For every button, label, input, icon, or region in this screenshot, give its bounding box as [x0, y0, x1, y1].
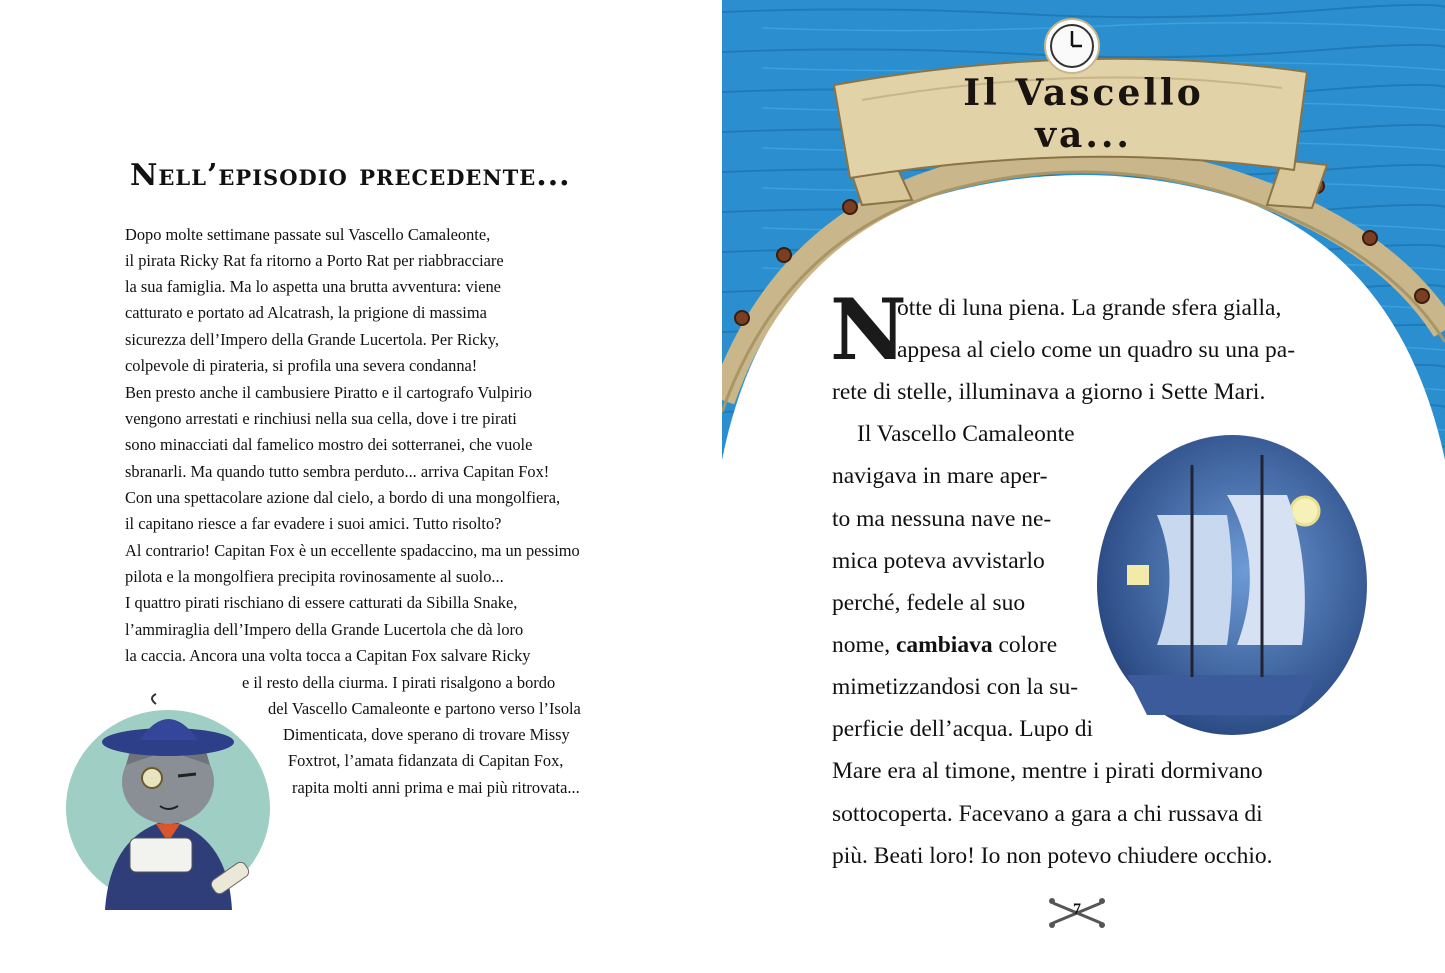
story-line: perficie dell’acqua. Lupo di [832, 716, 1093, 742]
story-line: otte di luna piena. La grande sfera gialla, [897, 295, 1282, 321]
summary-line: il pirata Ricky Rat fa ritorno a Porto Rat per riabbracciare [125, 251, 504, 270]
story-line: mica poteva avvistarlo [832, 548, 1045, 574]
summary-line: colpevole di pirateria, si profila una severa condanna! [125, 356, 478, 375]
summary-line: sicurezza dell’Impero della Grande Lucertola. Per Ricky, [125, 330, 499, 349]
right-page [722, 0, 1445, 973]
summary-line: l’ammiraglia dell’Impero della Grande Lucertola che dà loro [125, 620, 524, 639]
drop-cap: N [830, 280, 907, 379]
story-line: appesa al cielo come un quadro su una pa- [897, 337, 1296, 363]
story-line: perché, fedele al suo [832, 590, 1026, 616]
summary-line: I quattro pirati rischiano di essere catturati da Sibilla Snake, [125, 593, 518, 612]
summary-line: Foxtrot, l’amata fidanzata di Capitan Fox, [288, 751, 564, 770]
summary-line: rapita molti anni prima e mai più ritrovata... [292, 778, 580, 797]
summary-line: Con una spettacolare azione dal cielo, a bordo di una mongolfiera, [125, 488, 561, 507]
summary-line: la caccia. Ancora una volta tocca a Capitan Fox salvare Ricky [125, 646, 531, 665]
episode-title: Nell’episodio precedente... [130, 158, 571, 193]
left-page [0, 0, 722, 973]
story-text: colore [992, 632, 1058, 658]
story-line: sottocoperta. Facevano a gara a chi russava di [832, 801, 1263, 827]
story-line: Il Vascello Camaleonte [857, 421, 1075, 447]
story-line: navigava in mare aper- [832, 463, 1048, 489]
page-number-text: 7 [1073, 901, 1081, 918]
summary-line: la sua famiglia. Ma lo aspetta una brutta avventura: viene [125, 277, 501, 296]
page-number [1047, 895, 1107, 931]
story-bold-word: cambiava [895, 632, 993, 658]
summary-line: il capitano riesce a far evadere i suoi amici. Tutto risolto? [125, 514, 502, 533]
summary-line: sono minacciati dal famelico mostro dei sotterranei, che vuole [125, 435, 533, 454]
cat-pirate-illustration [60, 670, 275, 915]
summary-line: sbranarli. Ma quando tutto sembra perduto... arriva Capitan Fox! [125, 462, 550, 481]
story-line: mimetizzandosi con la su- [832, 674, 1079, 700]
story-line: to ma nessuna nave ne- [832, 506, 1052, 532]
story-line [832, 631, 1057, 659]
clock-icon [1044, 18, 1100, 74]
summary-line: Dimenticata, dove sperano di trovare Missy [283, 725, 570, 744]
summary-line: e il resto della ciurma. I pirati risalgono a bordo [242, 673, 556, 692]
chapter-title-line1: Il Vascello [963, 72, 1204, 114]
chapter-title-line2: va... [1035, 114, 1132, 156]
story-line: Mare era al timone, mentre i pirati dormivano [832, 758, 1263, 784]
summary-line: vengono arrestati e rinchiusi nella sua cella, dove i tre pirati [125, 409, 517, 428]
story-text: nome, [832, 632, 896, 658]
summary-line: del Vascello Camaleonte e partono verso l’Isola [268, 699, 581, 718]
summary-line: pilota e la mongolfiera precipita rovinosamente al suolo... [125, 567, 504, 586]
story-line: più. Beati loro! Io non potevo chiudere occhio. [832, 843, 1273, 869]
ship-illustration [1087, 425, 1377, 745]
summary-line: Dopo molte settimane passate sul Vascello Camaleonte, [125, 225, 491, 244]
story-line: rete di stelle, illuminava a giorno i Sette Mari. [832, 379, 1266, 405]
summary-line: Al contrario! Capitan Fox è un eccellente spadaccino, ma un pessimo [125, 541, 580, 560]
summary-line: Ben presto anche il cambusiere Piratto e il cartografo Vulpirio [125, 383, 532, 402]
summary-line: catturato e portato ad Alcatrash, la prigione di massima [125, 303, 487, 322]
